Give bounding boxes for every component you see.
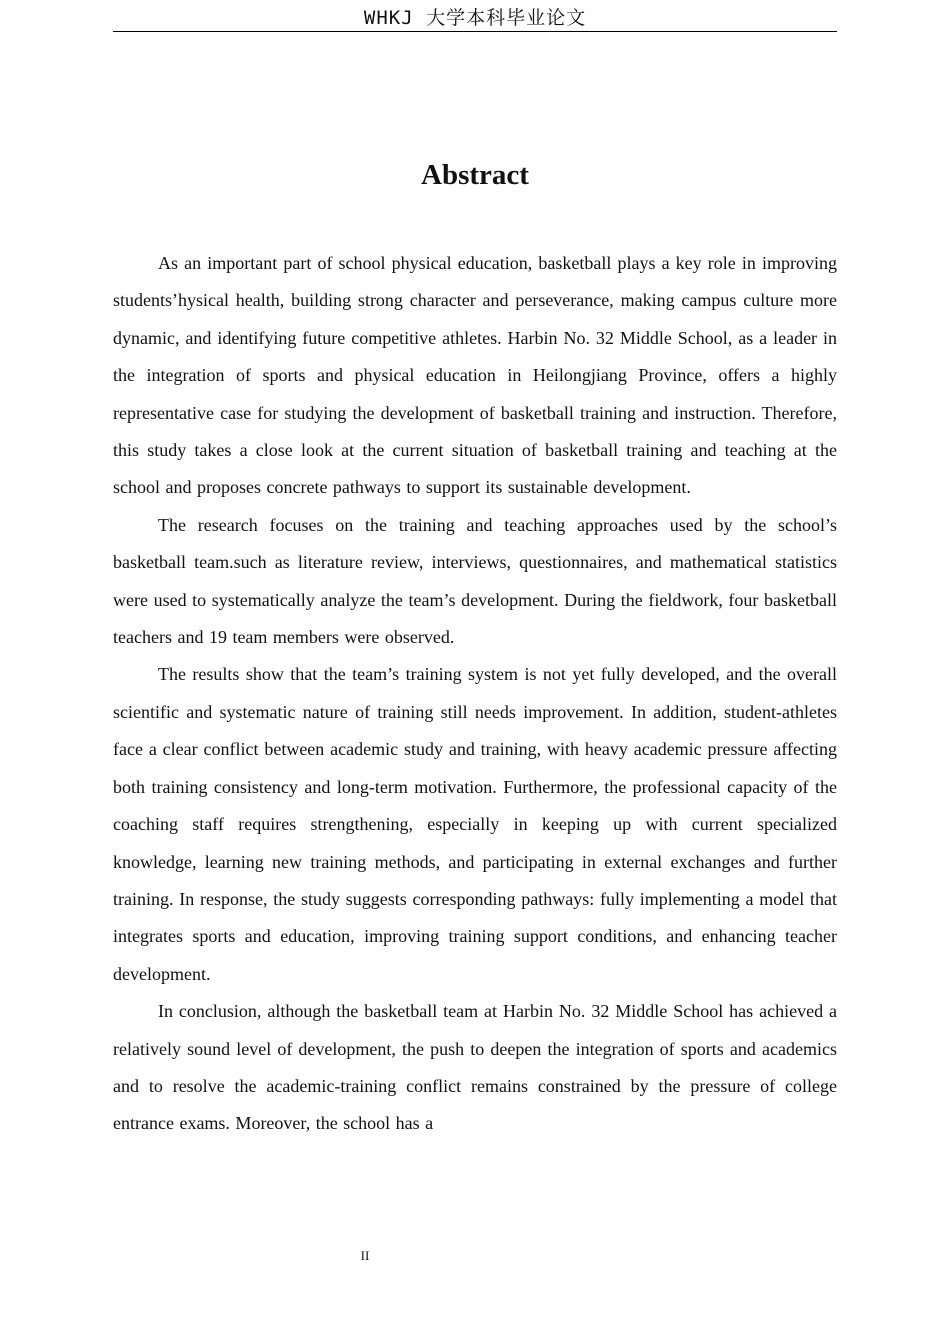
- abstract-title: Abstract: [421, 159, 529, 191]
- abstract-paragraph-2: The research focuses on the training and teaching approaches used by the school’s basketball team.such as literature review, interviews, questionnaires, and mathematical statistics were used to systematically analyze the team’s development. During the fieldwork, four basketball teachers and 19 team members were observed.: [113, 514, 837, 648]
- abstract-paragraph-3: The results show that the team’s training system is not yet fully developed, and the overall scientific and systematic nature of training still needs improvement. In addition, student-athletes face a clear conflict between academic study and training, with heavy academic pressure affecting both training consistency and long-term motivation. Furthermore, the professional capacity of the coaching staff requires strengthening, especially in keeping up with current specialized knowledge, learning new training methods, and participating in external exchanges and further training. In response, the study suggests corresponding pathways: fully implementing a model that integrates sports and education, improving training support conditions, and enhancing teacher development.: [113, 664, 837, 984]
- page-number: II: [360, 1248, 370, 1263]
- page-header: [113, 6, 837, 32]
- abstract-body: [113, 245, 837, 1143]
- abstract-paragraph-4: In conclusion, although the basketball team at Harbin No. 32 Middle School has achieved a relatively sound level of development, the push to deepen the integration of sports and academics and to resolve the academic-training conflict remains constrained by the pressure of college entrance exams. Moreover, the school has a: [113, 1001, 837, 1134]
- abstract-paragraph-1: As an important part of school physical education, basketball plays a key role in improving students’hysical health, building strong character and perseverance, making campus culture more dynamic, and identifying future competitive athletes. Harbin No. 32 Middle School, as a leader in the integration of sports and physical education in Heilongjiang Province, offers a highly representative case for studying the development of basketball training and instruction. Therefore, this study takes a close look at the current situation of basketball training and teaching at the school and proposes concrete pathways to support its sustainable development.: [113, 253, 837, 498]
- running-title: WHKJ 大学本科毕业论文: [363, 7, 587, 29]
